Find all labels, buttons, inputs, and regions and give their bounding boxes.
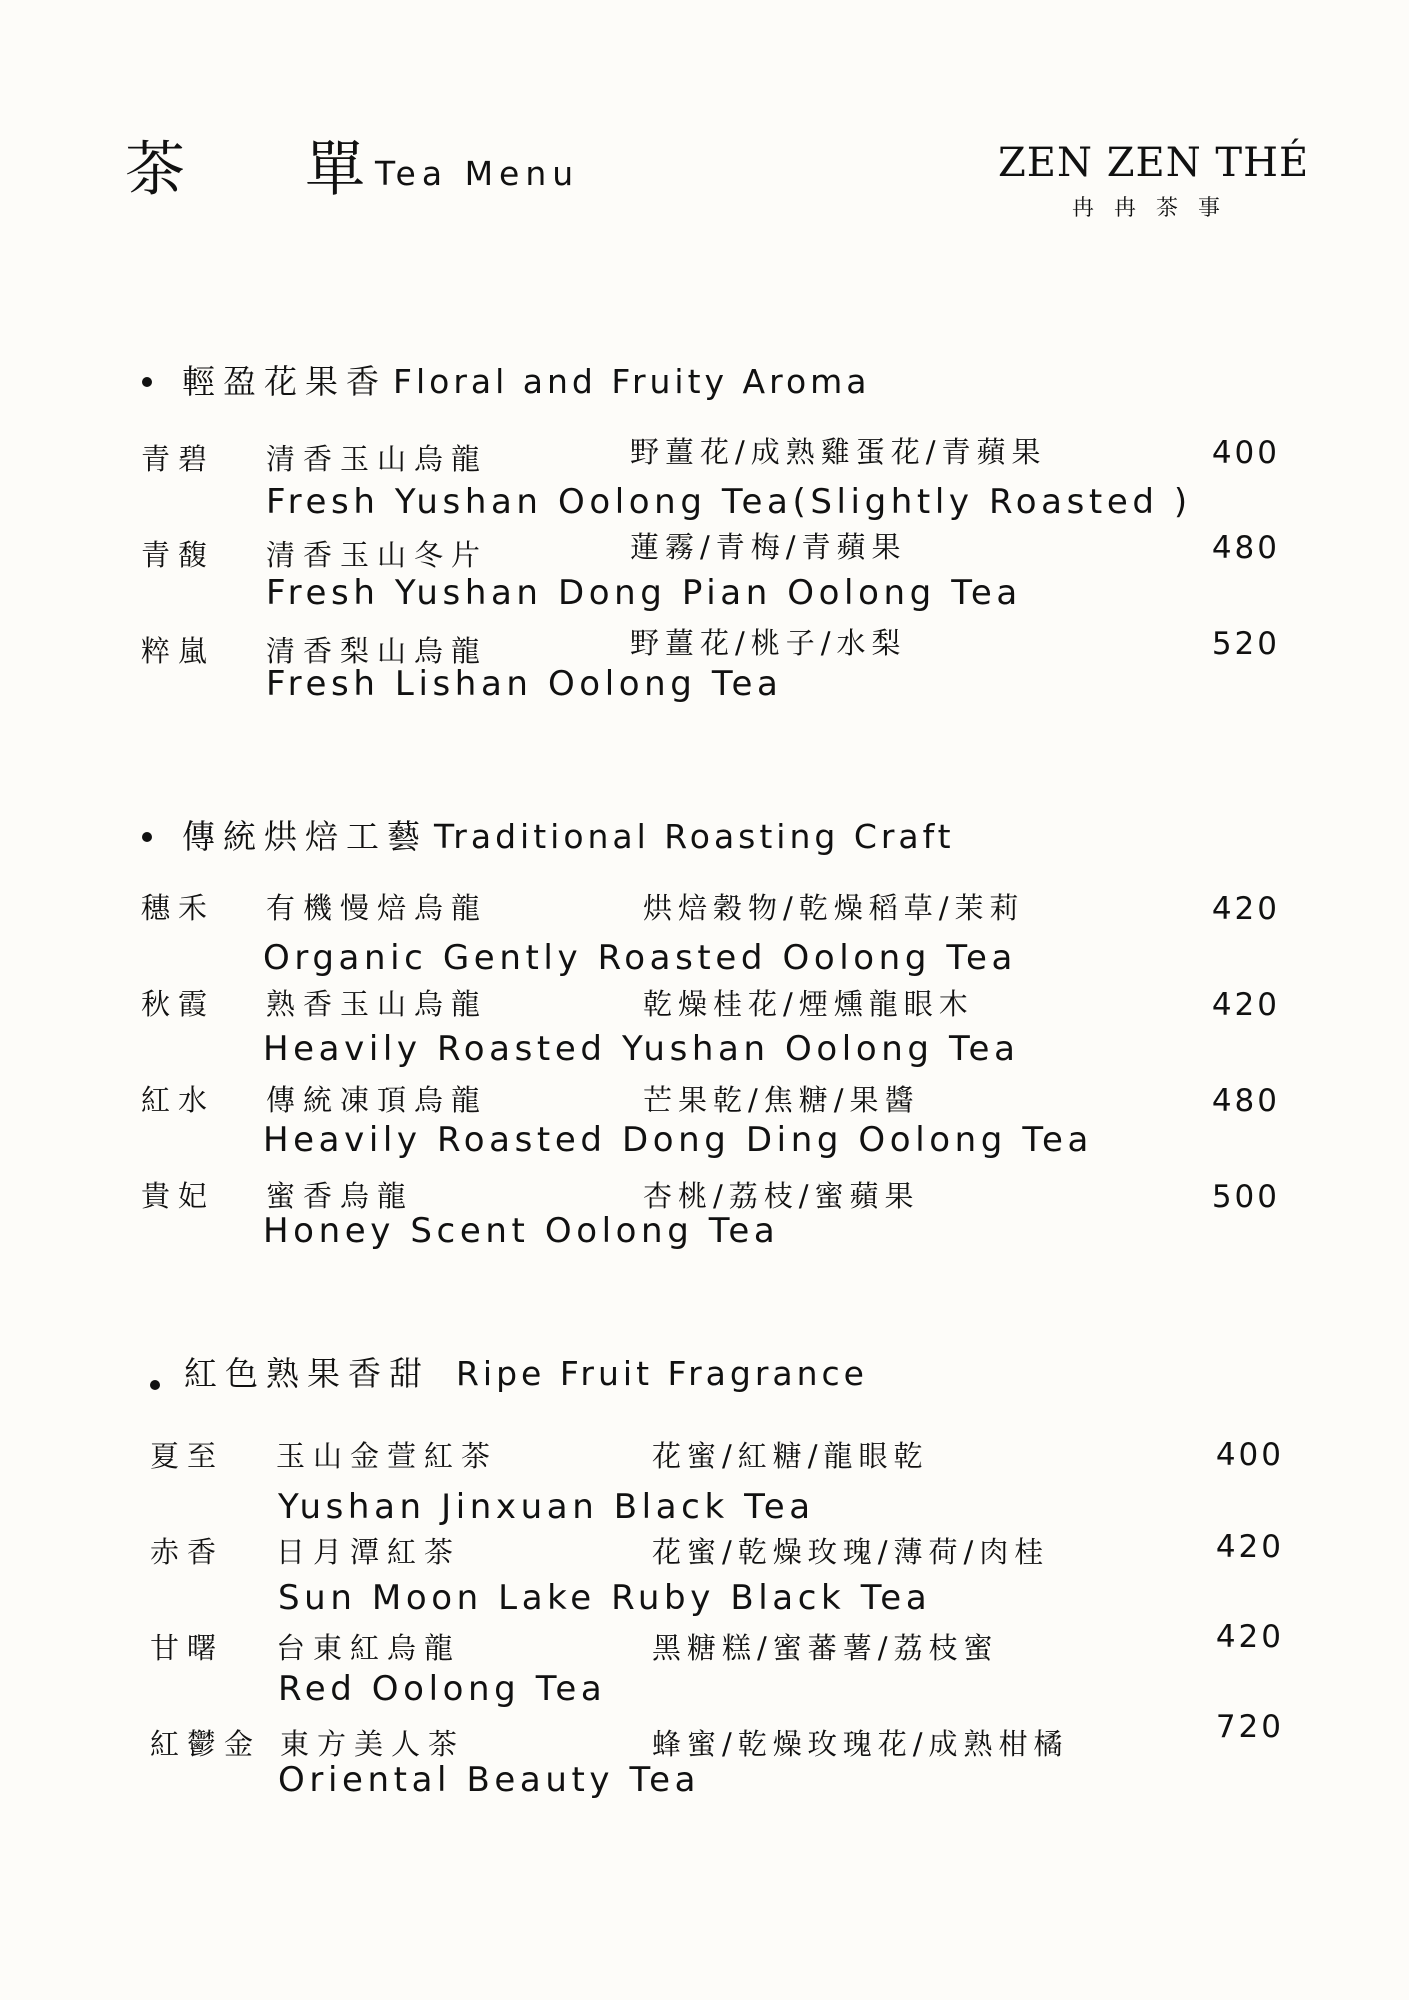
item-code: 赤香 (150, 1535, 225, 1569)
item-name-zh: 台東紅烏龍 (276, 1631, 462, 1665)
item-name-zh: 熟香玉山烏龍 (266, 987, 489, 1021)
item-name-zh: 傳統凍頂烏龍 (266, 1083, 489, 1117)
item-name-en: Fresh Lishan Oolong Tea (266, 664, 783, 704)
item-price: 400 (1215, 1437, 1284, 1473)
item-notes: 杏桃/荔枝/蜜蘋果 (643, 1179, 920, 1213)
item-notes: 野薑花/成熟雞蛋花/青蘋果 (630, 435, 1047, 469)
item-name-zh: 清香梨山烏龍 (266, 634, 489, 668)
item-name-en: Heavily Roasted Dong Ding Oolong Tea (263, 1120, 1093, 1160)
item-notes: 花蜜/紅糖/龍眼乾 (652, 1439, 929, 1473)
item-name-en: Fresh Yushan Dong Pian Oolong Tea (266, 573, 1022, 613)
item-notes: 烘焙穀物/乾燥稻草/茉莉 (643, 891, 1025, 925)
item-notes: 蓮霧/青梅/青蘋果 (630, 530, 907, 564)
section-title-roasting (142, 817, 955, 856)
bullet-icon (142, 377, 152, 387)
item-price: 420 (1211, 891, 1280, 927)
item-name-zh: 玉山金萱紅茶 (276, 1439, 499, 1473)
page-title-zh: 茶 單 (125, 135, 365, 205)
item-price: 500 (1211, 1179, 1280, 1215)
brand-subtitle: 冉冉茶事 (1072, 196, 1241, 221)
item-name-zh: 蜜香烏龍 (266, 1179, 415, 1213)
item-code: 秋霞 (141, 987, 216, 1021)
section-title-en: Floral and Fruity Aroma (393, 362, 871, 401)
item-code: 紅水 (141, 1083, 216, 1117)
item-price: 480 (1211, 530, 1280, 566)
item-name-en: Sun Moon Lake Ruby Black Tea (278, 1578, 932, 1618)
item-code: 紅鬱金 (150, 1727, 262, 1761)
item-price: 420 (1215, 1619, 1284, 1655)
item-name-en: Organic Gently Roasted Oolong Tea (263, 938, 1017, 978)
item-price: 720 (1215, 1709, 1284, 1745)
item-name-en: Heavily Roasted Yushan Oolong Tea (263, 1029, 1020, 1069)
brand-logo: ZEN ZEN THÉ (998, 140, 1310, 186)
item-code: 甘曙 (150, 1631, 225, 1665)
item-code: 穗禾 (141, 891, 216, 925)
item-name-zh: 清香玉山烏龍 (266, 442, 489, 476)
item-price: 400 (1211, 435, 1280, 471)
item-name-en: Yushan Jinxuan Black Tea (278, 1487, 815, 1527)
item-name-zh: 有機慢焙烏龍 (266, 891, 489, 925)
bullet-icon (150, 1380, 160, 1390)
item-name-zh: 東方美人茶 (280, 1727, 466, 1761)
page-title-en: Tea Menu (375, 154, 580, 193)
item-price: 420 (1215, 1529, 1284, 1565)
section-title-en: Ripe Fruit Fragrance (456, 1353, 868, 1393)
section-title-zh: 傳統烘焙工藝 (182, 817, 428, 856)
item-notes: 蜂蜜/乾燥玫瑰花/成熟柑橘 (652, 1727, 1069, 1761)
item-notes: 野薑花/桃子/水梨 (630, 626, 907, 660)
item-name-zh: 清香玉山冬片 (266, 538, 489, 572)
item-notes: 花蜜/乾燥玫瑰/薄荷/肉桂 (652, 1535, 1050, 1569)
section-title-ripe-fruit (150, 1353, 868, 1393)
item-code: 粹嵐 (141, 634, 216, 668)
bullet-icon (142, 832, 152, 842)
item-price: 520 (1211, 626, 1280, 662)
item-name-en: Honey Scent Oolong Tea (263, 1211, 780, 1251)
item-code: 青馥 (141, 538, 216, 572)
item-name-zh: 日月潭紅茶 (276, 1535, 462, 1569)
item-price: 480 (1211, 1083, 1280, 1119)
section-title-en: Traditional Roasting Craft (434, 817, 955, 856)
item-notes: 芒果乾/焦糖/果醬 (643, 1083, 920, 1117)
item-notes: 乾燥桂花/煙燻龍眼木 (643, 987, 974, 1021)
item-name-en: Fresh Yushan Oolong Tea(Slightly Roasted ) (266, 482, 1192, 522)
item-name-en: Oriental Beauty Tea (278, 1760, 701, 1800)
section-title-zh: 輕盈花果香 (182, 362, 387, 401)
item-code: 貴妃 (141, 1179, 216, 1213)
item-price: 420 (1211, 987, 1280, 1023)
section-title-zh: 紅色熟果香甜 (184, 1353, 430, 1393)
item-code: 夏至 (150, 1439, 225, 1473)
item-notes: 黑糖糕/蜜蕃薯/荔枝蜜 (652, 1631, 999, 1665)
section-title-floral (142, 362, 871, 401)
item-code: 青碧 (141, 442, 216, 476)
item-name-en: Red Oolong Tea (278, 1669, 607, 1709)
